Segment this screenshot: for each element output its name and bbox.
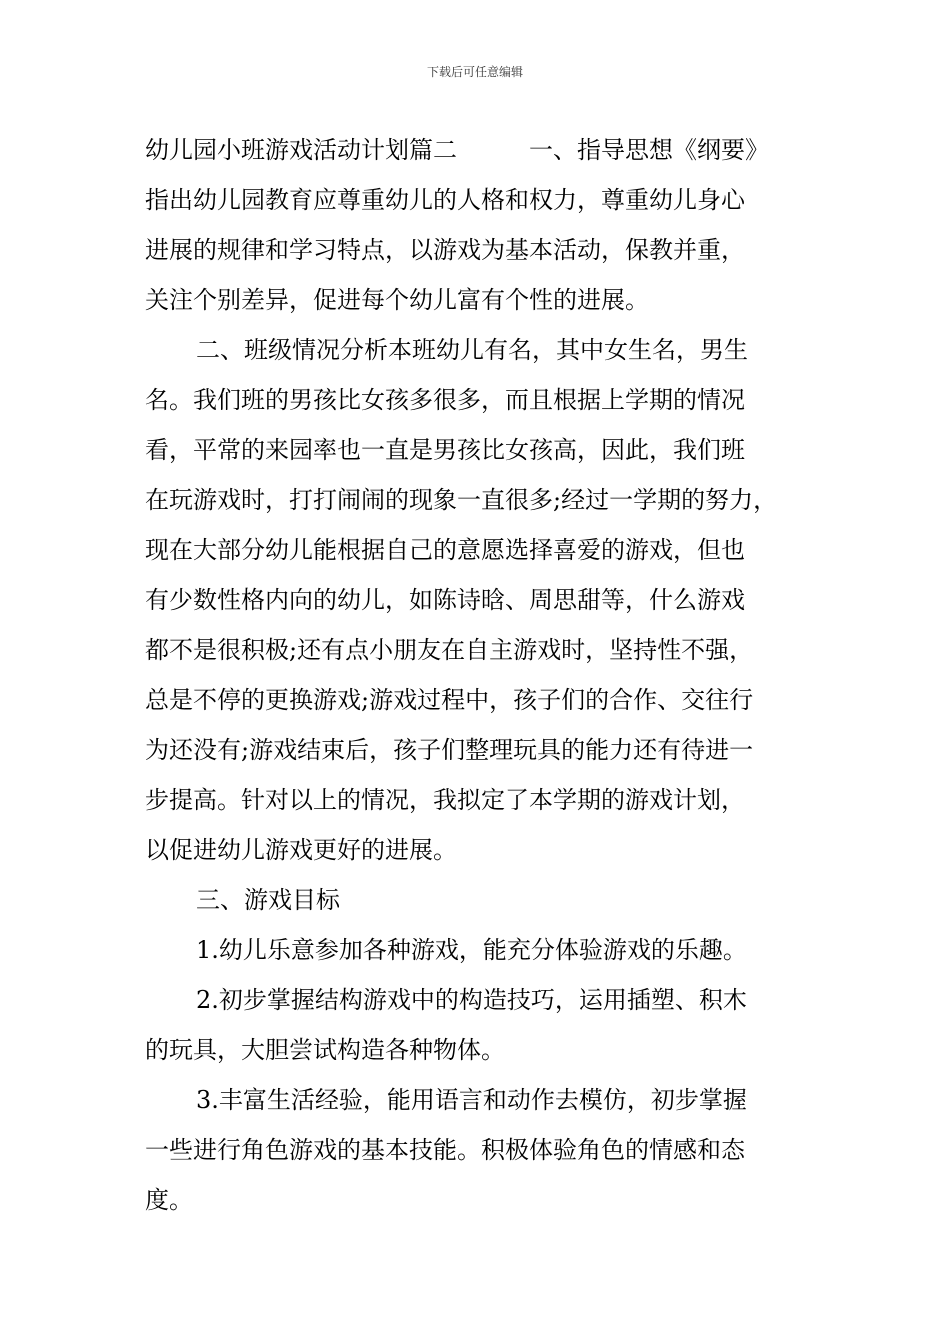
text-line: 关注个别差异，促进每个幼儿富有个性的进展。 (145, 286, 649, 314)
text-line: 为还没有;游戏结束后，孩子们整理玩具的能力还有待进一 (145, 736, 754, 764)
text-line: 一些进行角色游戏的基本技能。积极体验角色的情感和态 (145, 1136, 745, 1164)
page-header: 下载后可任意编辑 (426, 65, 523, 79)
text-line: 总是不停的更换游戏;游戏过程中，孩子们的合作、交往行 (145, 686, 754, 714)
text-line: 进展的规律和学习特点，以游戏为基本活动，保教并重， (145, 236, 745, 264)
text-line: 名。我们班的男孩比女孩多很多，而且根据上学期的情况 (145, 386, 745, 414)
text-line: 以促进幼儿游戏更好的进展。 (145, 836, 457, 864)
text-line: 二、班级情况分析本班幼儿有名，其中女生名，男生 (196, 336, 748, 364)
text-line: 3.丰富生活经验，能用语言和动作去模仿，初步掌握 (196, 1086, 747, 1114)
text-line: 指出幼儿园教育应尊重幼儿的人格和权力，尊重幼儿身心 (145, 186, 745, 214)
text-line: 1.幼儿乐意参加各种游戏，能充分体验游戏的乐趣。 (196, 936, 747, 964)
text-line: 现在大部分幼儿能根据自己的意愿选择喜爱的游戏，但也 (145, 536, 745, 564)
text-line: 在玩游戏时，打打闹闹的现象一直很多;经过一学期的努力， (145, 486, 778, 514)
text-line: 三、游戏目标 (196, 886, 340, 914)
text-line: 步提高。针对以上的情况，我拟定了本学期的游戏计划， (145, 786, 745, 814)
text-line: 幼儿园小班游戏活动计划篇二 一、指导思想《纲要》 (145, 136, 769, 164)
text-line: 度。 (145, 1186, 193, 1214)
text-line: 的玩具，大胆尝试构造各种物体。 (145, 1036, 505, 1064)
text-line: 有少数性格内向的幼儿，如陈诗晗、周思甜等，什么游戏 (145, 586, 745, 614)
text-line: 2.初步掌握结构游戏中的构造技巧，运用插塑、积木 (196, 986, 747, 1014)
text-line: 看，平常的来园率也一直是男孩比女孩高，因此，我们班 (145, 436, 745, 464)
text-line: 都不是很积极;还有点小朋友在自主游戏时，坚持性不强， (145, 636, 754, 664)
